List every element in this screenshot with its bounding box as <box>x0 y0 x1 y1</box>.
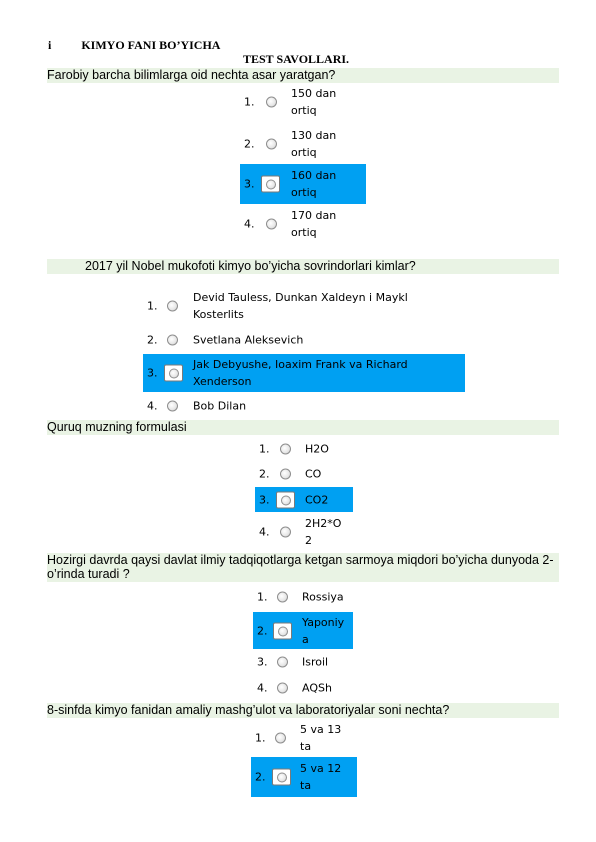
option-text: Bob Dilan <box>193 399 247 413</box>
radio-button-icon[interactable] <box>167 335 178 346</box>
radio-button-icon[interactable] <box>275 733 286 744</box>
option-number: 2. <box>259 467 270 481</box>
option-text: 170 dan ortiq <box>291 209 337 239</box>
option-text: 2H2*O 2 <box>305 517 342 547</box>
question-3-option-3[interactable] <box>255 487 353 512</box>
option-number: 2. <box>255 770 266 784</box>
radio-button-icon[interactable] <box>277 683 288 694</box>
question-2-option-2[interactable] <box>143 322 465 358</box>
radio-button-icon[interactable] <box>266 219 277 230</box>
question-1-option-2[interactable] <box>240 126 366 162</box>
option-number: 4. <box>259 525 270 539</box>
radio-button-icon[interactable] <box>277 592 288 603</box>
option-number: 3. <box>147 366 158 380</box>
question-4-option-3[interactable] <box>253 650 357 674</box>
document-header-line1 <box>48 38 220 53</box>
header-title: KIMYO FANI BO’YICHA <box>81 38 221 52</box>
option-number: 2. <box>244 137 255 151</box>
radio-button-icon[interactable] <box>167 401 178 412</box>
option-text: Yaponiy a <box>302 615 345 646</box>
question-1-option-3[interactable] <box>240 164 366 204</box>
option-number: 3. <box>257 655 268 669</box>
radio-button-icon[interactable] <box>280 527 291 538</box>
radio-button-icon[interactable] <box>280 469 291 480</box>
option-text: CO2 <box>305 493 329 506</box>
option-number: 1. <box>244 95 255 109</box>
option-text: 160 dan ortiq <box>291 169 337 199</box>
question-5-option-2[interactable] <box>251 757 357 797</box>
option-text: 5 va 13 ta <box>300 723 342 753</box>
option-number: 4. <box>257 681 268 695</box>
option-text: Jak Debyushe, Ioaxim Frank va Richard Xenderson <box>193 358 408 388</box>
radio-button-icon[interactable] <box>272 769 291 786</box>
document-header-line2: TEST SAVOLLARI. <box>243 52 350 66</box>
question-2-option-3[interactable] <box>143 354 465 392</box>
option-text: Svetlana Aleksevich <box>193 333 304 347</box>
radio-button-icon[interactable] <box>280 444 291 455</box>
option-number: 1. <box>259 442 270 456</box>
option-text: Isroil <box>302 655 329 669</box>
question-5-option-1[interactable] <box>251 720 357 756</box>
question-4-option-1[interactable] <box>253 584 357 610</box>
option-number: 1. <box>257 590 268 604</box>
option-number: 2. <box>147 333 158 347</box>
option-text: Devid Tauless, Dunkan Xaldeyn i Maykl Kosterlits <box>193 291 408 321</box>
radio-button-icon[interactable] <box>266 139 277 150</box>
radio-button-icon[interactable] <box>261 176 280 193</box>
question-4-text: Hozirgi davrda qaysi davlat ilmiy tadqiqotlarga ketgan sarmoya miqdori bo’yicha dunyoda 2-o’rinda turadi ? <box>47 553 559 582</box>
question-1-option-4[interactable] <box>240 206 366 242</box>
radio-button-icon[interactable] <box>164 365 183 382</box>
question-1-text: Farobiy barcha bilimlarga oid nechta asar yaratgan? <box>47 68 559 83</box>
option-number: 2. <box>257 624 268 637</box>
option-number: 3. <box>259 493 270 506</box>
option-number: 1. <box>255 731 266 745</box>
question-5-text: 8-sinfda kimyo fanidan amaliy mashg’ulot va laboratoriyalar soni nechta? <box>47 703 559 718</box>
question-4-option-2[interactable] <box>253 612 353 649</box>
question-2-text: 2017 yil Nobel mukofoti kimyo bo’yicha sovrindorlari kimlar? <box>47 259 559 274</box>
option-text: 130 dan ortiq <box>291 129 337 159</box>
radio-button-icon[interactable] <box>266 97 277 108</box>
radio-button-icon[interactable] <box>273 622 292 639</box>
question-2-option-4[interactable] <box>143 394 465 418</box>
option-number: 1. <box>147 299 158 313</box>
question-3-option-2[interactable] <box>255 461 355 487</box>
option-number: 3. <box>244 177 255 191</box>
question-1-option-1[interactable] <box>240 84 366 120</box>
option-text: AQSh <box>302 681 332 695</box>
radio-button-icon[interactable] <box>276 491 295 508</box>
option-text: H2O <box>305 442 329 456</box>
question-2-option-1[interactable] <box>143 288 465 324</box>
question-3-text: Quruq muzning formulasi <box>47 420 559 435</box>
radio-button-icon[interactable] <box>277 657 288 668</box>
question-4-option-4[interactable] <box>253 676 357 700</box>
option-text: 5 va 12 ta <box>300 762 342 792</box>
option-text: Rossiya <box>302 590 344 604</box>
option-number: 4. <box>147 399 158 413</box>
option-number: 4. <box>244 217 255 231</box>
option-text: CO <box>305 467 322 481</box>
header-marker: i <box>48 38 52 52</box>
question-3-option-1[interactable] <box>255 434 355 464</box>
option-text: 150 dan ortiq <box>291 87 337 117</box>
radio-button-icon[interactable] <box>167 301 178 312</box>
question-3-option-4[interactable] <box>255 514 355 550</box>
